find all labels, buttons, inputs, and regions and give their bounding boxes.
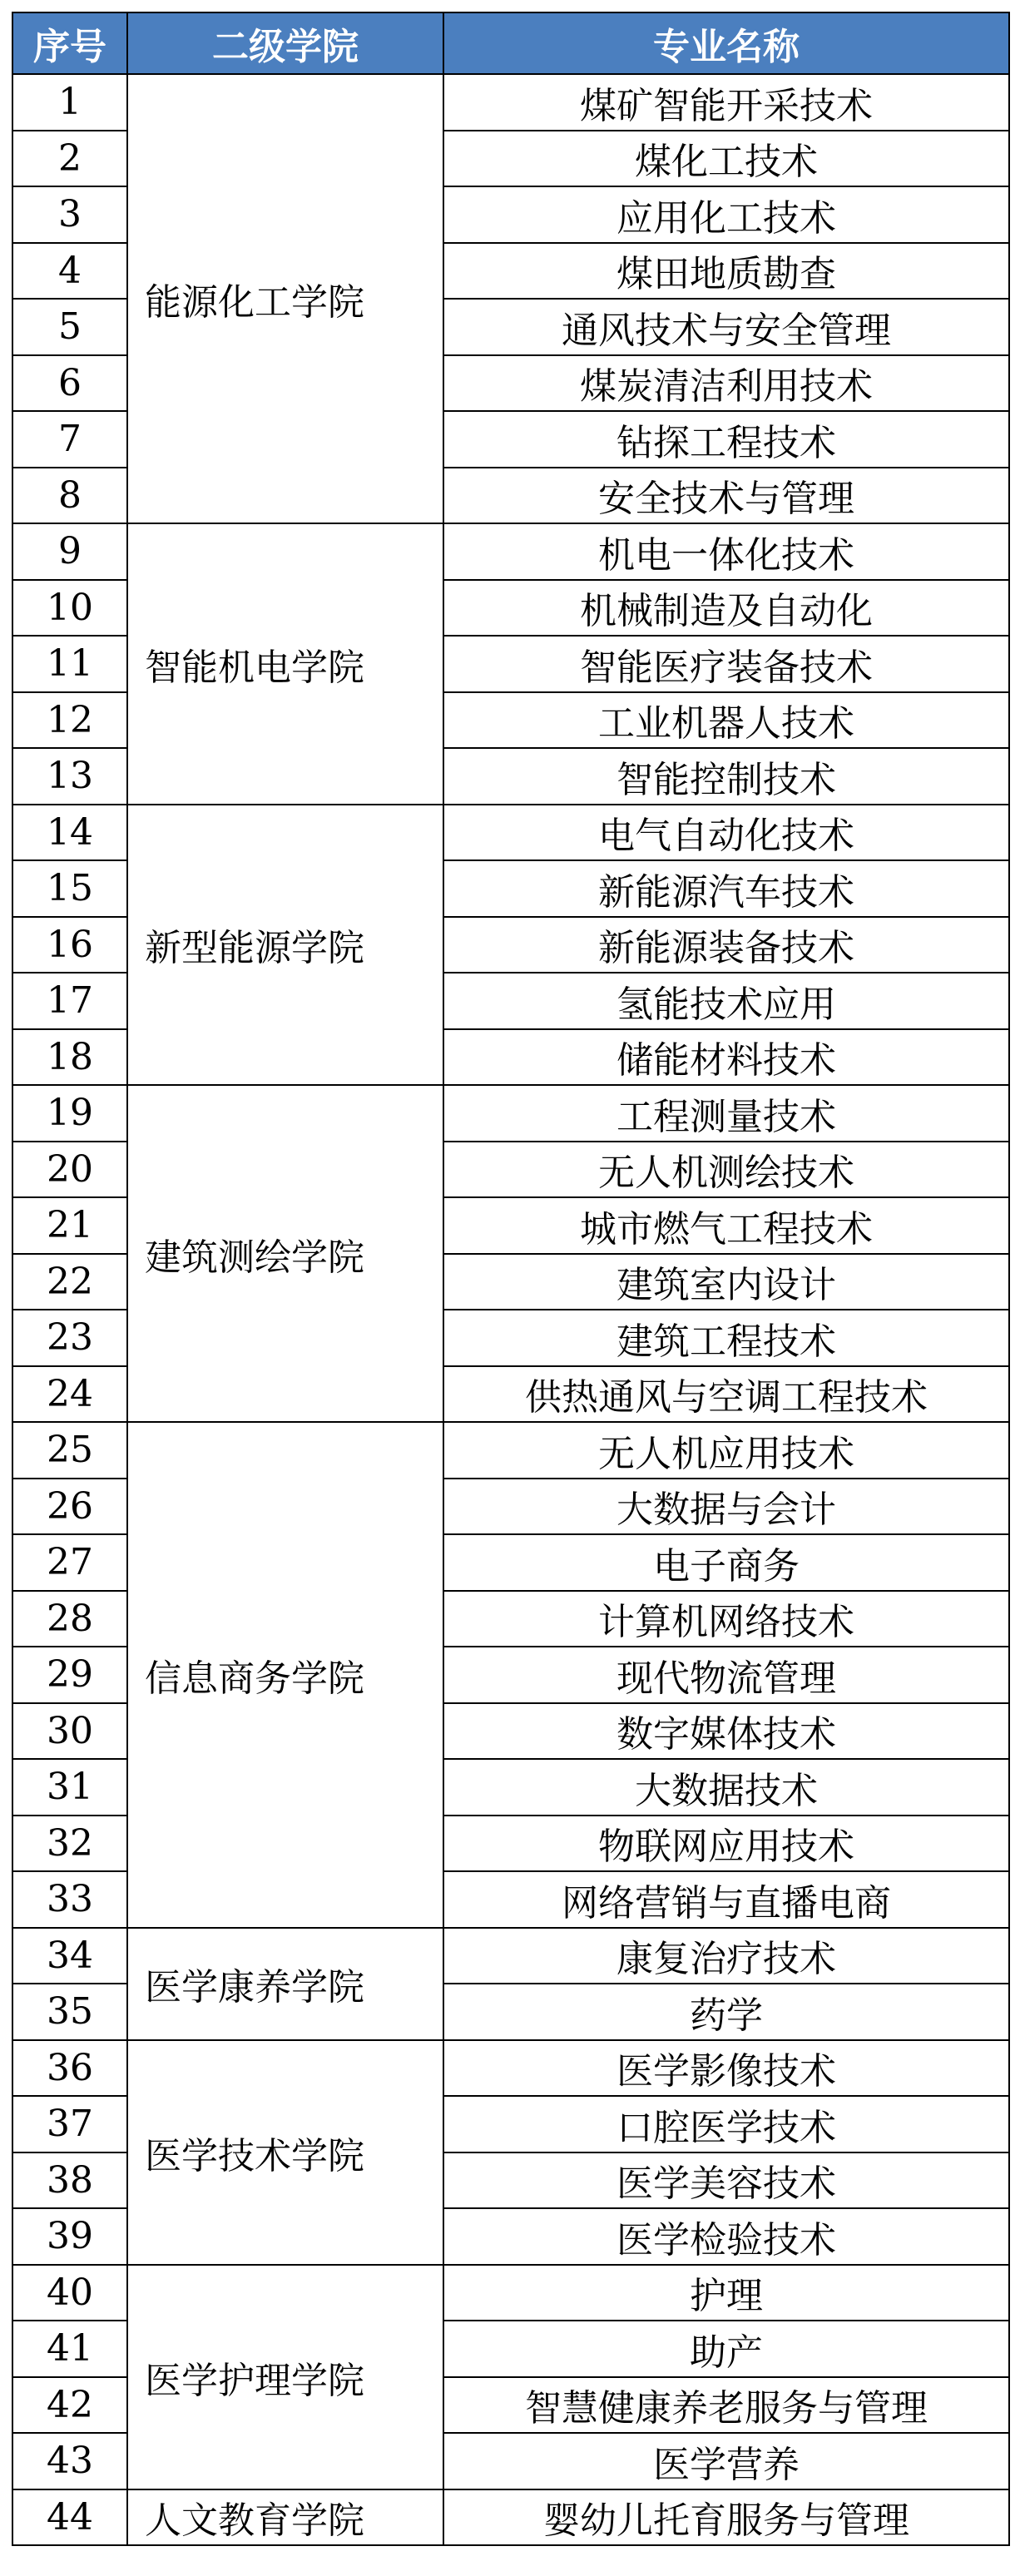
row-index: 20 (12, 1142, 127, 1198)
row-index: 25 (12, 1422, 127, 1479)
row-index: 17 (12, 973, 127, 1029)
table-row (12, 2265, 1009, 2321)
row-index: 42 (12, 2377, 127, 2434)
major-cell: 工程测量技术 (443, 1085, 1009, 1142)
major-cell: 供热通风与空调工程技术 (443, 1366, 1009, 1423)
row-index: 9 (12, 523, 127, 580)
row-index: 37 (12, 2096, 127, 2152)
major-cell: 建筑工程技术 (443, 1310, 1009, 1366)
row-index: 27 (12, 1534, 127, 1591)
major-cell: 煤矿智能开采技术 (443, 74, 1009, 131)
row-index: 36 (12, 2040, 127, 2097)
header-row (12, 12, 1009, 74)
major-cell: 医学检验技术 (443, 2208, 1009, 2265)
major-cell: 智能医疗装备技术 (443, 636, 1009, 692)
major-cell: 医学营养 (443, 2433, 1009, 2489)
major-cell: 电气自动化技术 (443, 805, 1009, 861)
row-index: 12 (12, 692, 127, 749)
table-row (12, 2040, 1009, 2097)
row-index: 10 (12, 580, 127, 637)
major-cell: 康复治疗技术 (443, 1928, 1009, 1984)
major-cell: 应用化工技术 (443, 186, 1009, 243)
major-cell: 电子商务 (443, 1534, 1009, 1591)
college-cell: 建筑测绘学院 (127, 1085, 443, 1422)
major-cell: 大数据与会计 (443, 1479, 1009, 1535)
row-index: 4 (12, 243, 127, 300)
row-index: 6 (12, 355, 127, 412)
row-index: 34 (12, 1928, 127, 1984)
row-index: 24 (12, 1366, 127, 1423)
college-cell: 医学护理学院 (127, 2265, 443, 2489)
major-cell: 现代物流管理 (443, 1647, 1009, 1703)
major-cell: 智能控制技术 (443, 748, 1009, 805)
row-index: 1 (12, 74, 127, 131)
row-index: 5 (12, 299, 127, 355)
major-cell: 机电一体化技术 (443, 523, 1009, 580)
major-cell: 助产 (443, 2321, 1009, 2377)
college-cell: 新型能源学院 (127, 805, 443, 1086)
row-index: 33 (12, 1871, 127, 1928)
major-cell: 煤田地质勘查 (443, 243, 1009, 300)
row-index: 16 (12, 917, 127, 973)
header-index: 序号 (12, 12, 127, 74)
major-cell: 计算机网络技术 (443, 1591, 1009, 1647)
row-index: 43 (12, 2433, 127, 2489)
row-index: 29 (12, 1647, 127, 1703)
major-cell: 城市燃气工程技术 (443, 1197, 1009, 1254)
major-cell: 机械制造及自动化 (443, 580, 1009, 637)
row-index: 23 (12, 1310, 127, 1366)
college-cell: 信息商务学院 (127, 1422, 443, 1928)
major-cell: 氢能技术应用 (443, 973, 1009, 1029)
college-cell: 能源化工学院 (127, 74, 443, 523)
major-cell: 储能材料技术 (443, 1029, 1009, 1086)
major-cell: 护理 (443, 2265, 1009, 2321)
major-cell: 医学影像技术 (443, 2040, 1009, 2097)
row-index: 26 (12, 1479, 127, 1535)
major-cell: 网络营销与直播电商 (443, 1871, 1009, 1928)
row-index: 19 (12, 1085, 127, 1142)
major-cell: 大数据技术 (443, 1759, 1009, 1816)
table-row (12, 805, 1009, 861)
major-cell: 通风技术与安全管理 (443, 299, 1009, 355)
row-index: 2 (12, 131, 127, 187)
major-cell: 安全技术与管理 (443, 468, 1009, 524)
major-cell: 新能源装备技术 (443, 917, 1009, 973)
table-row (12, 1928, 1009, 1984)
major-cell: 药学 (443, 1984, 1009, 2040)
major-cell: 无人机测绘技术 (443, 1142, 1009, 1198)
row-index: 15 (12, 860, 127, 917)
major-cell: 建筑室内设计 (443, 1254, 1009, 1310)
major-cell: 物联网应用技术 (443, 1816, 1009, 1872)
majors-table (12, 12, 1010, 2546)
table-row (12, 2489, 1009, 2546)
table-row (12, 1422, 1009, 1479)
major-cell: 智慧健康养老服务与管理 (443, 2377, 1009, 2434)
major-cell: 婴幼儿托育服务与管理 (443, 2489, 1009, 2546)
college-cell: 医学康养学院 (127, 1928, 443, 2040)
row-index: 32 (12, 1816, 127, 1872)
major-cell: 煤炭清洁利用技术 (443, 355, 1009, 412)
row-index: 40 (12, 2265, 127, 2321)
row-index: 31 (12, 1759, 127, 1816)
row-index: 38 (12, 2152, 127, 2209)
row-index: 14 (12, 805, 127, 861)
major-cell: 工业机器人技术 (443, 692, 1009, 749)
row-index: 22 (12, 1254, 127, 1310)
row-index: 13 (12, 748, 127, 805)
major-cell: 钻探工程技术 (443, 411, 1009, 468)
major-cell: 口腔医学技术 (443, 2096, 1009, 2152)
college-cell: 人文教育学院 (127, 2489, 443, 2546)
row-index: 21 (12, 1197, 127, 1254)
major-cell: 数字媒体技术 (443, 1703, 1009, 1760)
row-index: 28 (12, 1591, 127, 1647)
major-cell: 煤化工技术 (443, 131, 1009, 187)
header-college: 二级学院 (127, 12, 443, 74)
row-index: 18 (12, 1029, 127, 1086)
row-index: 35 (12, 1984, 127, 2040)
row-index: 30 (12, 1703, 127, 1760)
major-cell: 医学美容技术 (443, 2152, 1009, 2209)
table-row (12, 523, 1009, 580)
table-body (12, 74, 1009, 2545)
table-row (12, 74, 1009, 131)
row-index: 3 (12, 186, 127, 243)
row-index: 11 (12, 636, 127, 692)
row-index: 8 (12, 468, 127, 524)
row-index: 7 (12, 411, 127, 468)
major-cell: 新能源汽车技术 (443, 860, 1009, 917)
college-cell: 医学技术学院 (127, 2040, 443, 2265)
college-cell: 智能机电学院 (127, 523, 443, 805)
row-index: 39 (12, 2208, 127, 2265)
major-cell: 无人机应用技术 (443, 1422, 1009, 1479)
row-index: 41 (12, 2321, 127, 2377)
table-row (12, 1085, 1009, 1142)
row-index: 44 (12, 2489, 127, 2546)
header-major: 专业名称 (443, 12, 1009, 74)
